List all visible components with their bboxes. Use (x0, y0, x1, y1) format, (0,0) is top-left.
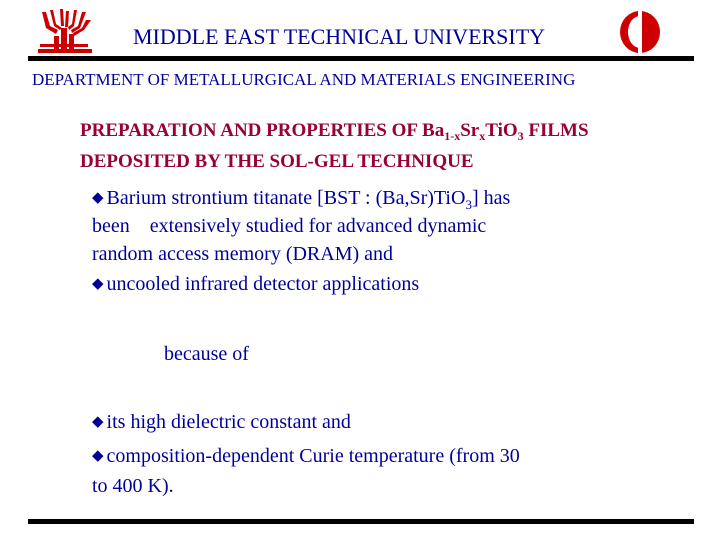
diamond-bullet-icon: ◆ (92, 412, 104, 430)
university-name: MIDDLE EAST TECHNICAL UNIVERSITY (133, 24, 546, 49)
bullet-continuation: random access memory (DRAM) and (92, 243, 394, 265)
title-part: TiO (485, 120, 518, 141)
bullet-continuation: to 400 K). (92, 475, 174, 497)
slide-title (80, 118, 640, 175)
bullet-text: uncooled infrared detector applications (106, 273, 420, 295)
bullet-continuation: been extensively studied for advanced dynamic (92, 215, 487, 237)
metu-tree-logo-icon (36, 8, 96, 54)
title-subscript: x (479, 129, 486, 143)
bullet-item-curie (92, 442, 520, 471)
department-name: DEPARTMENT OF METALLURGICAL AND MATERIALS ENGINEERING (32, 70, 576, 89)
title-subscript: 1-x (444, 129, 461, 143)
bullet-text: Barium strontium titanate [BST : (Ba,Sr)TiO (106, 187, 466, 209)
diamond-bullet-icon: ◆ (92, 274, 104, 292)
bullet-text: composition-dependent Curie temperature (from 30 (106, 445, 520, 467)
bullet-text: ] has (471, 187, 511, 209)
diamond-bullet-icon: ◆ (92, 188, 104, 206)
title-part: FILMS DEPOSITED BY THE SOL-GEL TECHNIQUE (80, 120, 589, 172)
header-divider (28, 56, 694, 61)
connector-text: because of (164, 343, 249, 365)
bullet-item-dielectric (92, 408, 351, 437)
footer-divider (28, 519, 694, 524)
title-subscript: 3 (517, 129, 524, 143)
diamond-bullet-icon: ◆ (92, 446, 104, 464)
metu-emblem-icon (618, 10, 662, 54)
title-part: Sr (460, 120, 480, 141)
title-part: PREPARATION AND PROPERTIES OF Ba (80, 120, 445, 141)
bullet-item-infrared (92, 270, 419, 299)
bullet-text: its high dielectric constant and (106, 411, 351, 433)
bullet-subscript: 3 (465, 197, 472, 212)
